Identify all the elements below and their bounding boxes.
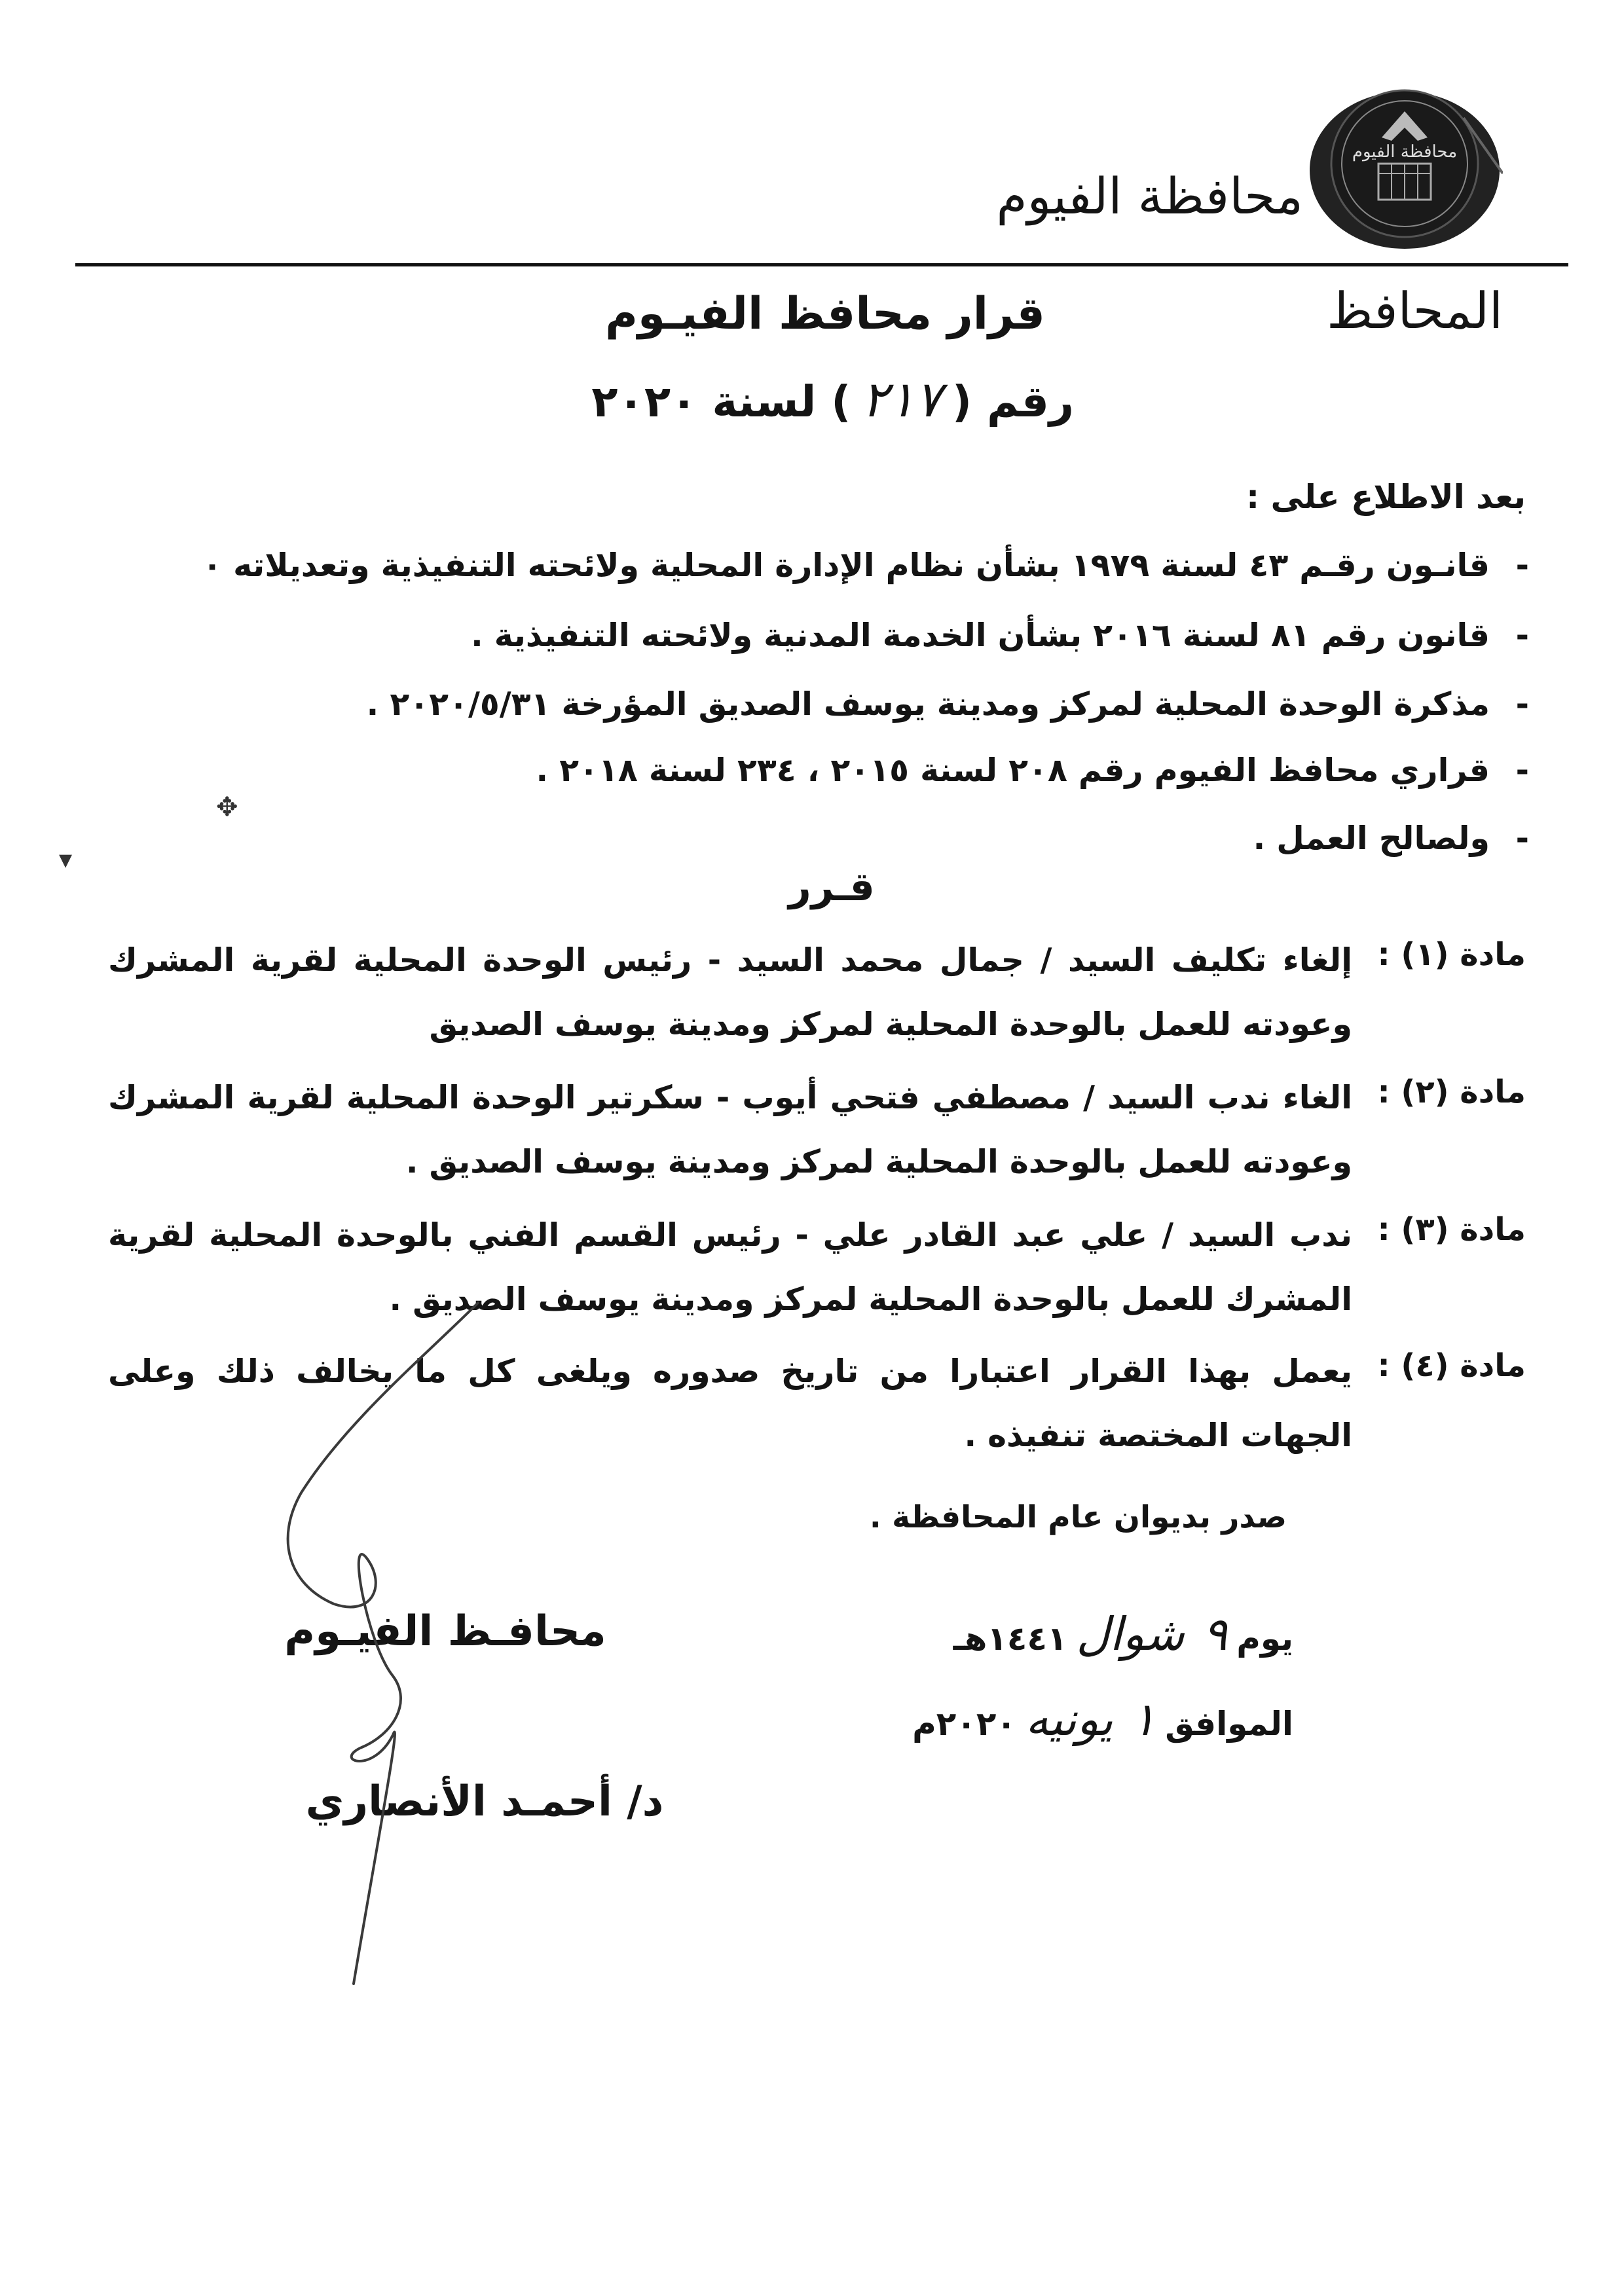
- preamble-item: - مذكرة الوحدة المحلية لمركز ومدينة يوسف الصديق المؤرخة ٢٠٢٠/٥/٣١ .: [367, 685, 1490, 723]
- governorate-name: محافظة الفيوم: [996, 167, 1303, 225]
- article-text: الغاء ندب السيد / مصطفي فتحي أيوب - سكرتير الوحدة المحلية لقرية المشرك وعودته للعمل بالوحدة المحلية لمركز ومدينة يوسف الصديق .: [108, 1079, 1352, 1180]
- decree-number-prefix: رقم (: [951, 376, 1074, 427]
- header-divider: [75, 263, 1568, 266]
- scan-mark: ✥: [216, 792, 238, 822]
- gregorian-prefix: الموافق: [1165, 1705, 1293, 1743]
- article-text: إلغاء تكليف السيد / جمال محمد السيد - رئيس الوحدة المحلية لقرية المشرك وعودته للعمل بالوحدة المحلية لمركز ومدينة يوسف الصديق: [108, 941, 1352, 1043]
- article-text: يعمل بهذا القرار اعتبارا من تاريخ صدوره ويلغى كل ما يخالف ذلك وعلى الجهات المختصة تنفيذه .: [108, 1353, 1352, 1454]
- gregorian-month: يونيه: [1025, 1692, 1113, 1746]
- gregorian-day: ١: [1131, 1692, 1156, 1746]
- signatory-name: د/ أحمـد الأنصاري: [305, 1777, 664, 1826]
- article-label: مادة (١) :: [1377, 936, 1526, 973]
- decree-title: قرار محافظ الفيـوم: [605, 288, 1045, 340]
- hijri-month: شوال: [1076, 1607, 1185, 1661]
- signatory-title: محافـظ الفيـوم: [284, 1607, 606, 1656]
- hijri-date: [953, 1607, 1293, 1661]
- preamble-item: - قراري محافظ الفيوم رقم ٢٠٨ لسنة ٢٠١٥ ، ٢٣٤ لسنة ٢٠١٨ .: [536, 752, 1490, 789]
- preamble-intro: بعد الاطلاع على :: [1246, 478, 1526, 516]
- preamble-item: - قانـون رقـم ٤٣ لسنة ١٩٧٩ بشأن نظام الإدارة المحلية ولائحته التنفيذية وتعديلاته ٠: [202, 547, 1490, 584]
- seal-text: محافظة الفيوم: [1352, 142, 1458, 162]
- preamble-item: - ولصالح العمل .: [1253, 820, 1490, 857]
- scan-mark: ▾: [59, 845, 73, 875]
- decree-number: [576, 370, 1074, 428]
- article-label: مادة (٣) :: [1377, 1211, 1526, 1248]
- decided-heading: قـرر: [788, 864, 875, 910]
- article-label: مادة (٤) :: [1377, 1347, 1526, 1384]
- governor-label: المحافظ: [1327, 282, 1503, 340]
- hijri-day: ٩: [1202, 1607, 1228, 1661]
- gregorian-date: [912, 1692, 1293, 1746]
- governorate-seal: [1306, 65, 1503, 262]
- preamble-item: - قانون رقم ٨١ لسنة ٢٠١٦ بشأن الخدمة المدنية ولائحته التنفيذية .: [471, 617, 1490, 654]
- issued-at: صدر بديوان عام المحافظة .: [869, 1499, 1287, 1535]
- article-label: مادة (٢) :: [1377, 1074, 1526, 1110]
- handwritten-signature: [262, 1277, 537, 1997]
- article-text: ندب السيد / علي عبد القادر علي - رئيس القسم الفني بالوحدة المحلية لقرية المشرك للعمل بالوحدة المحلية لمركز ومدينة يوسف الصديق .: [108, 1216, 1352, 1318]
- hijri-year: ١٤٤١هـ: [953, 1620, 1067, 1658]
- decree-number-suffix: ) لسنة ٢٠٢٠: [591, 376, 851, 427]
- hijri-prefix: يوم: [1236, 1620, 1293, 1658]
- decree-number-handwritten: ٢١٧: [861, 370, 942, 428]
- gregorian-year: ٢٠٢٠م: [912, 1705, 1016, 1743]
